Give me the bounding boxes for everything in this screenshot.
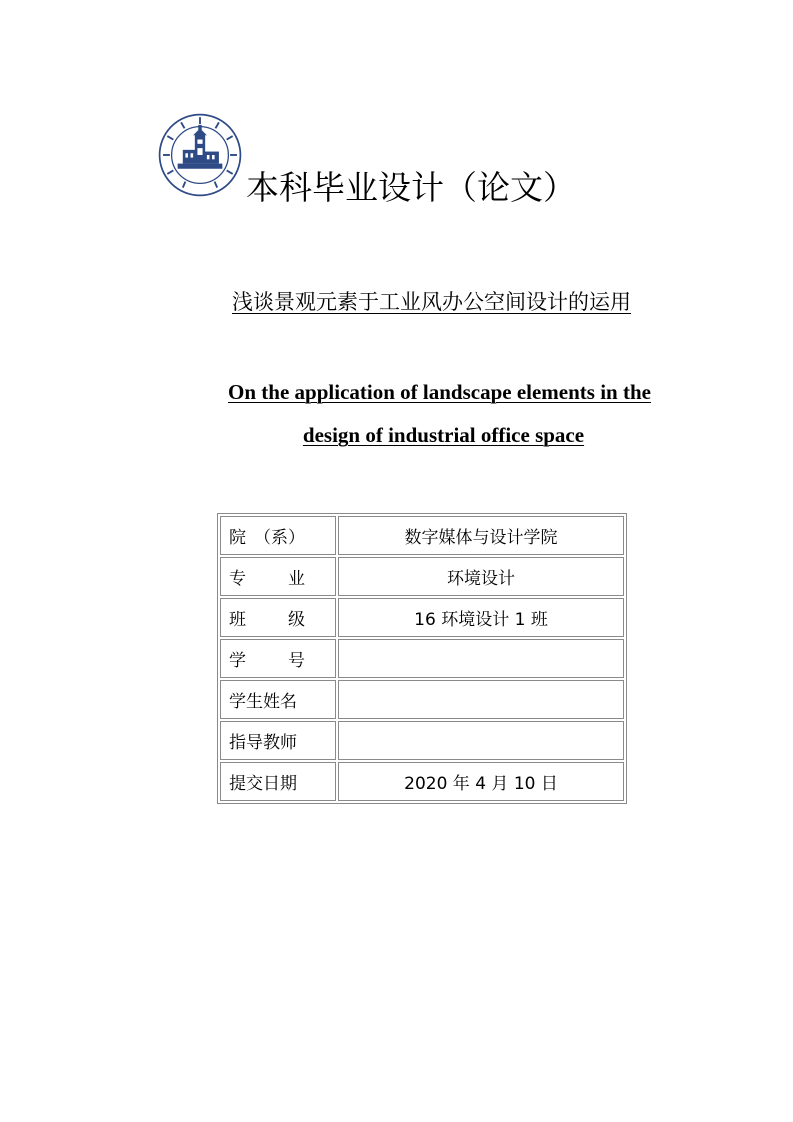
field-label: 班 级 — [220, 598, 336, 637]
table-row — [220, 598, 624, 637]
university-seal-icon — [157, 112, 243, 198]
table-row — [220, 557, 624, 596]
thesis-title-chinese: 浅谈景观元素于工业风办公空间设计的运用 — [232, 290, 631, 314]
major-value: 环境设计 — [338, 557, 624, 596]
department-value: 数字媒体与设计学院 — [338, 516, 624, 555]
student-info-table — [217, 513, 627, 804]
class-value: 16 环境设计 1 班 — [338, 598, 624, 637]
table-row — [220, 639, 624, 678]
student-id-value — [338, 639, 624, 678]
field-label: 专 业 — [220, 557, 336, 596]
student-name-value — [338, 680, 624, 719]
field-label: 学 号 — [220, 639, 336, 678]
submission-date-value: 2020 年 4 月 10 日 — [338, 762, 624, 801]
table-row — [220, 721, 624, 760]
document-type-heading: 本科毕业设计（论文） — [246, 168, 576, 207]
field-label: 提交日期 — [220, 762, 336, 801]
thesis-title-english-line-1: On the application of landscape elements in the — [228, 380, 651, 404]
field-label: 院 （系） — [220, 516, 336, 555]
table-row — [220, 516, 624, 555]
thesis-title-english-line-2: design of industrial office space — [302, 423, 585, 447]
table-row — [220, 762, 624, 801]
field-label: 学生姓名 — [220, 680, 336, 719]
advisor-value — [338, 721, 624, 760]
field-label: 指导教师 — [220, 721, 336, 760]
table-row — [220, 680, 624, 719]
